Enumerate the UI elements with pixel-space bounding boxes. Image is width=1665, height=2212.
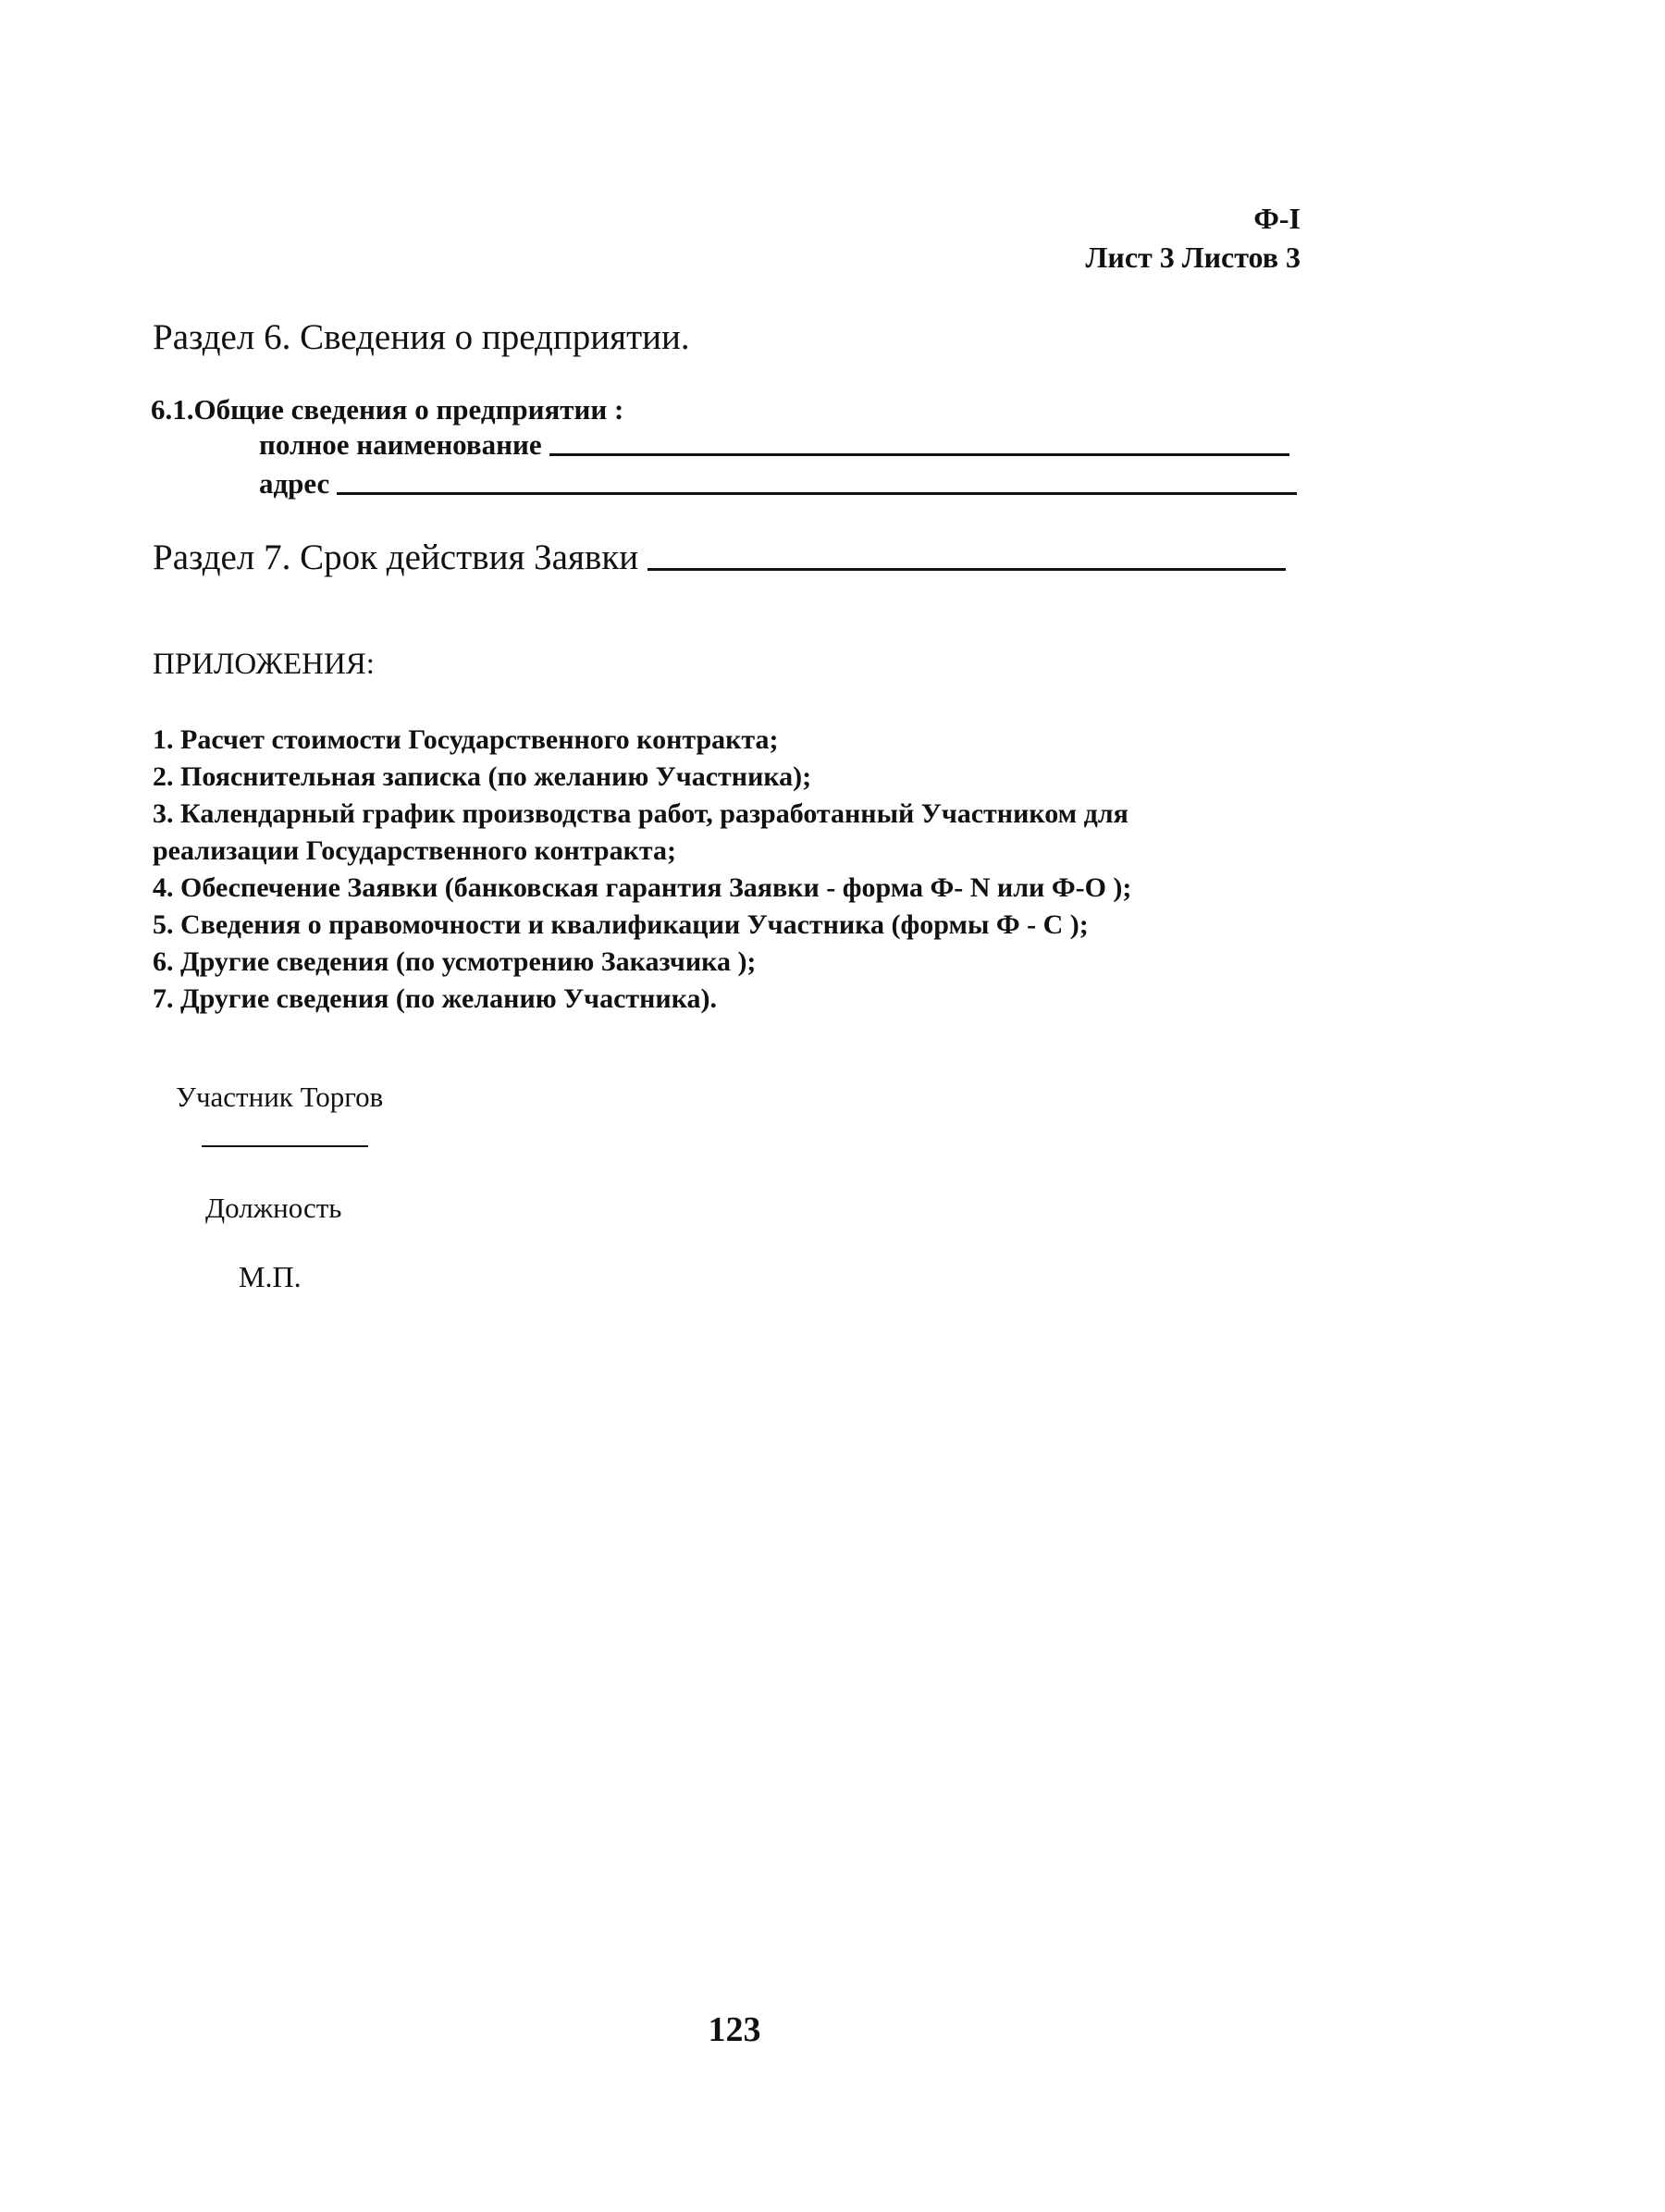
form-code: Ф-I — [1253, 202, 1301, 235]
address-blank-line — [337, 492, 1297, 495]
sheet-info: Лист 3 Листов 3 — [1085, 241, 1301, 274]
appendix-item: 2. Пояснительная записка (по желанию Участника); — [153, 761, 812, 792]
full-name-field — [259, 428, 1289, 462]
appendix-item: 4. Обеспечение Заявки (банковская гарантия Заявки - форма Ф- N или Ф-О ); — [153, 872, 1132, 903]
seal-label: М.П. — [239, 1260, 302, 1293]
appendices-list — [153, 722, 1131, 1018]
full-name-label: полное наименование — [259, 428, 542, 461]
validity-blank-line — [648, 568, 1286, 571]
appendix-item: 6. Другие сведения (по усмотрению Заказчика ); — [153, 946, 757, 977]
signature-line — [202, 1145, 368, 1147]
section-6-heading: Раздел 6. Сведения о предприятии. — [153, 317, 690, 357]
appendix-item: реализации Государственного контракта; — [153, 835, 676, 866]
appendix-item: 5. Сведения о правомочности и квалификации Участника (формы Ф - С ); — [153, 909, 1089, 940]
page-number: 123 — [708, 2010, 761, 2049]
full-name-blank-line — [549, 453, 1289, 456]
appendix-item: 3. Календарный график производства работ, разработанный Участником для — [153, 798, 1128, 829]
position-label: Должность — [205, 1192, 342, 1224]
appendices-heading: ПРИЛОЖЕНИЯ: — [153, 648, 375, 681]
address-field — [259, 467, 1297, 500]
participant-label: Участник Торгов — [176, 1081, 384, 1113]
address-label: адрес — [259, 467, 330, 500]
section-7-heading: Раздел 7. Срок действия Заявки — [153, 538, 639, 577]
section-6-1-subheading: 6.1.Общие сведения о предприятии : — [151, 393, 624, 426]
appendix-item: 1. Расчет стоимости Государственного контракта; — [153, 724, 779, 755]
appendix-item: 7. Другие сведения (по желанию Участника). — [153, 983, 718, 1014]
section-7-row — [153, 537, 1286, 578]
